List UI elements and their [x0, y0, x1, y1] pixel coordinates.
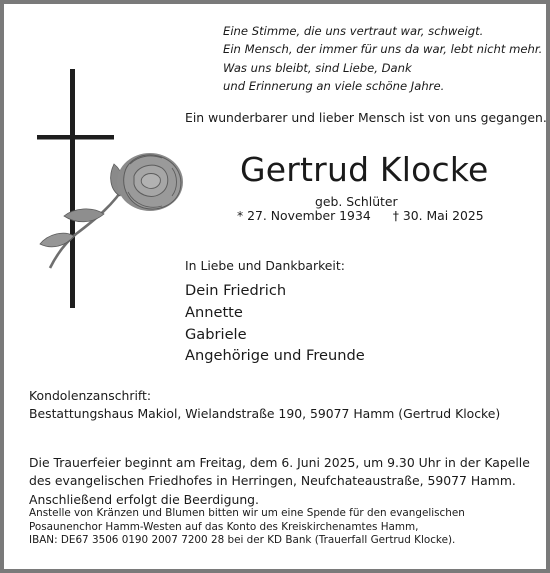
love-line: In Liebe und Dankbarkeit: [185, 258, 345, 273]
birth-date: * 27. November 1934 [237, 208, 371, 223]
mourner: Dein Friedrich [185, 282, 287, 299]
rose-icon [40, 153, 183, 268]
obituary-card [4, 4, 546, 569]
mourner: Annette [185, 303, 243, 321]
poem-line: und Erinnerung an viele schöne Jahre. [223, 78, 445, 93]
life-dates [237, 208, 484, 223]
poem-line: Eine Stimme, die uns vertraut war, schweigt. [223, 24, 484, 38]
deceased-name: Gertrud Klocke [240, 150, 489, 189]
service-info [29, 454, 530, 509]
mourner: Angehörige und Freunde [185, 347, 365, 365]
donation-info [29, 507, 465, 548]
intro-text: Ein wunderbarer und lieber Mensch ist von uns gegangen. [185, 110, 547, 125]
mourners-list [185, 280, 365, 367]
cross-icon [37, 69, 114, 308]
donation-line: Anstelle von Kränzen und Blumen bitten wir um eine Spende für den evangelischen [29, 507, 465, 519]
poem [223, 22, 542, 95]
birth-name: geb. Schlüter [315, 194, 398, 209]
death-date: † 30. Mai 2025 [392, 208, 484, 223]
condolence-heading: Kondolenzanschrift: [29, 388, 152, 403]
condolence-address: Bestattungshaus Makiol, Wielandstraße 190, 59077 Hamm (Gertrud Klocke) [29, 406, 501, 422]
condolence-block [29, 387, 500, 424]
donation-line: Posaunenchor Hamm-Westen auf das Konto des Kreiskirchenamtes Hamm, [29, 520, 419, 533]
service-line: Anschließend erfolgt die Beerdigung. [29, 491, 259, 507]
poem-line: Ein Mensch, der immer für uns da war, lebt nicht mehr. [223, 42, 543, 57]
mourner: Gabriele [185, 325, 247, 343]
poem-line: Was uns bleibt, sind Liebe, Dank [223, 60, 412, 75]
service-line: des evangelischen Friedhofes in Herringen, Neufchateaustraße, 59077 Hamm. [29, 473, 516, 489]
service-line: Die Trauerfeier beginnt am Freitag, dem 6. Juni 2025, um 9.30 Uhr in der Kapelle [29, 455, 530, 470]
donation-line: IBAN: DE67 3506 0190 2007 7200 28 bei der KD Bank (Trauerfall Gertrud Klocke). [29, 534, 456, 547]
cross-rose-emblem [34, 64, 184, 314]
